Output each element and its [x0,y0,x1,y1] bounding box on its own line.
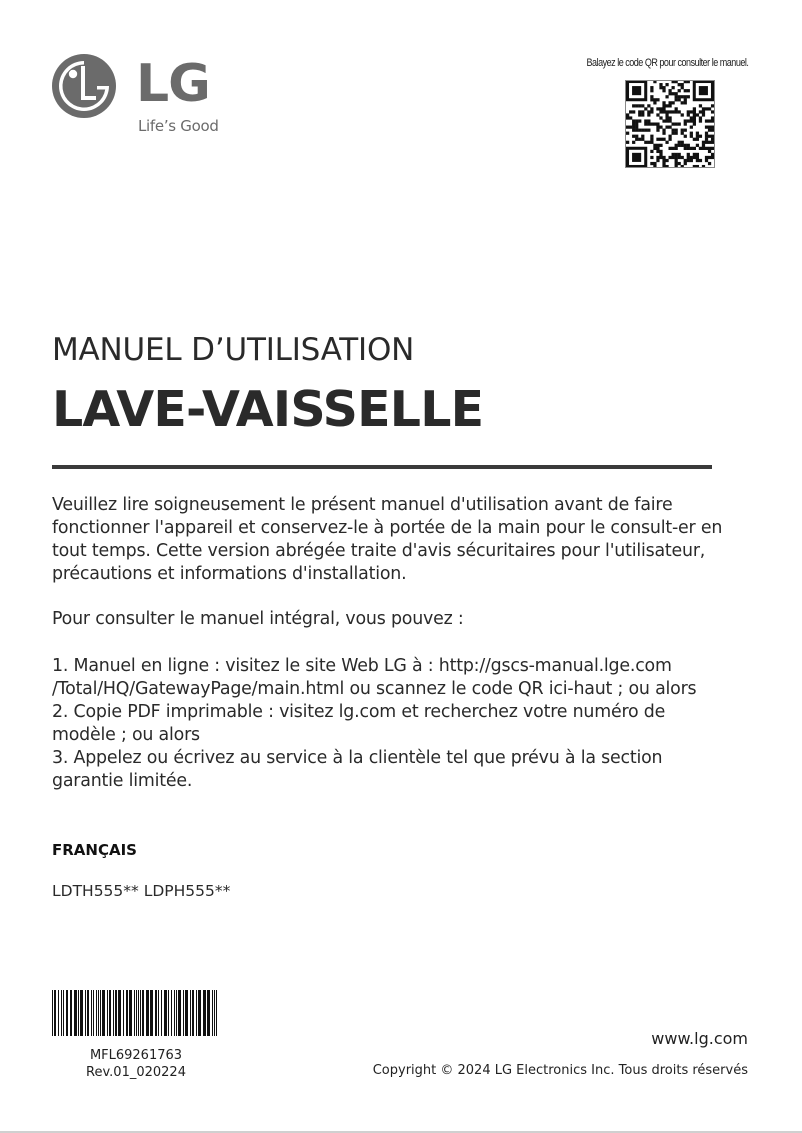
list-item: 3. Appelez ou écrivez au service à la clientèle tel que prévu à la section garantie limitée. [52,748,663,791]
barcode-icon [52,990,220,1036]
list-item: 2. Copie PDF imprimable : visitez lg.com et recherchez votre numéro de modèle ; ou alors [52,702,666,745]
model-numbers: LDTH555** LDPH555** [52,882,231,900]
language-label: FRANÇAIS [52,841,137,859]
copyright-notice: Copyright © 2024 LG Electronics Inc. Tous droits réservés [372,1063,748,1078]
part-number-block [52,1047,220,1081]
list-item: 1. Manuel en ligne : visitez le site Web LG à : http://gscs-manual.lge.com /Total/HQ/GatewayPage/main.html ou scannez le code QR ici-haut ; ou alors [52,656,697,699]
brand-tagline: Life’s Good [138,117,219,135]
website-link[interactable]: www.lg.com [651,1029,748,1048]
title-divider [52,465,712,469]
intro-paragraph: Veuillez lire soigneusement le présent manuel d'utilisation avant de faire fonctionner l'appareil et conservez-le à portée de la main pour le consult-er en tout temps. Cette version abrégée traite d'avis sécuritaires pour l'utilisateur, précautions et informations d'installation. [52,495,723,584]
consult-paragraph: Pour consulter le manuel intégral, vous pouvez : [52,609,464,629]
product-title: LAVE-VAISSELLE [52,381,484,438]
brand-name: LG [136,54,210,114]
lg-face-icon [52,54,116,118]
qr-caption: Balayez le code QR pour consulter le manuel. [586,57,748,69]
lg-logo [52,54,232,138]
revision: Rev.01_020224 [86,1065,186,1080]
qr-code-icon [625,80,715,168]
options-list [52,655,732,793]
document-type: MANUEL D’UTILISATION [52,332,415,368]
part-number: MFL69261763 [89,1048,183,1063]
